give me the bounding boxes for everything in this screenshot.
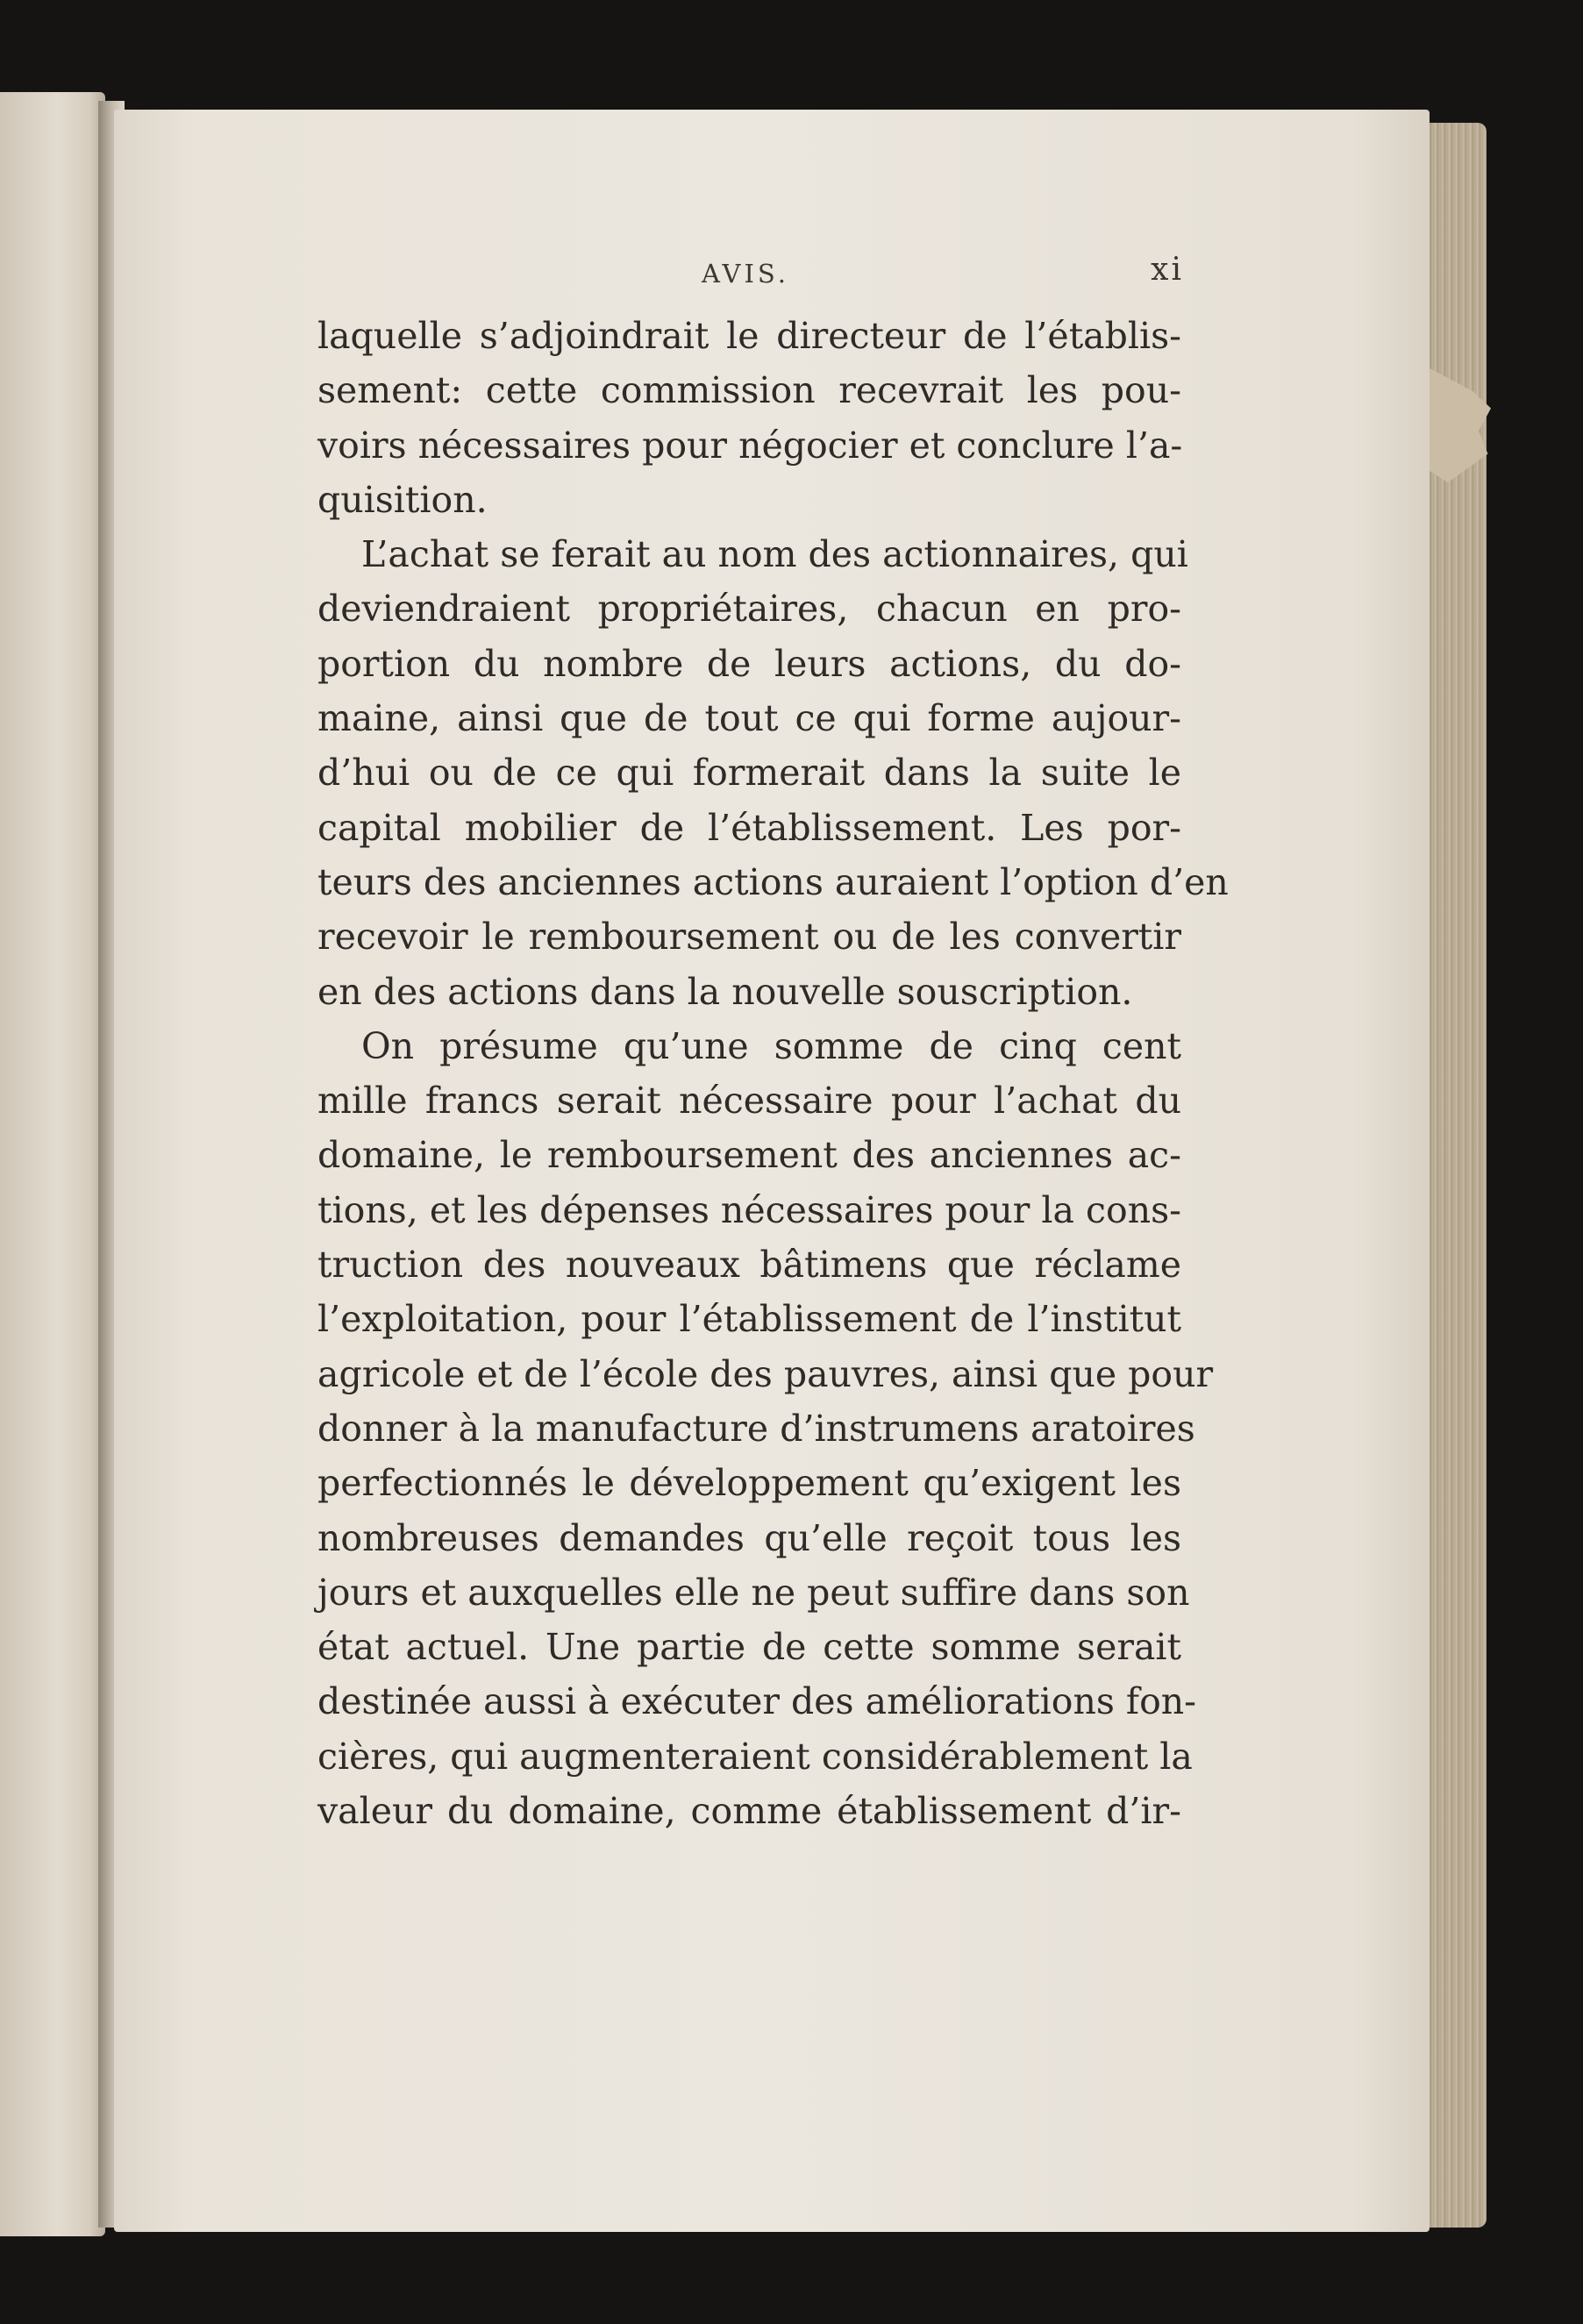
text-line: recevoir le remboursement ou de les convertir [317,916,1181,959]
text-line: jours et auxquelles elle ne peut suffire dans son [317,1571,1190,1614]
text-line: capital mobilier de l’établissement. Les por- [317,806,1181,849]
text-line: voirs nécessaires pour négocier et conclure l’a- [317,424,1183,467]
text-line: état actuel. Une partie de cette somme serait [317,1626,1181,1669]
text-line: valeur du domaine, comme établissement d’ir- [317,1790,1181,1833]
text-line: perfectionnés le développement qu’exigent les [317,1462,1181,1505]
text-line: d’hui ou de ce qui formerait dans la suite le [317,752,1181,795]
torn-page-edge [1430,368,1491,482]
text-line: domaine, le remboursement des anciennes ac- [317,1134,1181,1177]
text-line: mille francs serait nécessaire pour l’achat du [317,1080,1181,1123]
text-line: tions, et les dépenses nécessaires pour la cons- [317,1188,1181,1231]
text-line: maine, ainsi que de tout ce qui forme aujour- [317,697,1181,740]
text-line: cières, qui augmenteraient considérablement la [317,1735,1193,1778]
text-line: teurs des anciennes actions auraient l’option d’en [317,860,1229,903]
body-text [317,309,1229,1838]
text-line: l’exploitation, pour l’établissement de l’institut [317,1298,1181,1341]
text-line: laquelle s’adjoindrait le directeur de l’établis- [317,315,1181,357]
text-line: truction des nouveaux bâtimens que réclame [317,1244,1181,1287]
text-line: portion du nombre de leurs actions, du do- [317,642,1181,685]
running-title: AVIS. [702,259,789,289]
previous-page-edge [0,92,105,2236]
text-line: nombreuses demandes qu’elle reçoit tous les [317,1516,1181,1559]
text-line: deviendraient propriétaires, chacun en pro- [317,588,1181,631]
page-number: xi [1151,252,1184,288]
text-line: en des actions dans la nouvelle souscription. [317,970,1133,1013]
text-line: L’achat se ferait au nom des actionnaires, qui [361,533,1188,576]
text-line: donner à la manufacture d’instrumens aratoires [317,1407,1195,1450]
running-head [202,250,1184,294]
text-line: quisition. [317,478,488,521]
text-line: destinée aussi à exécuter des améliorations fon- [317,1680,1197,1723]
text-line: On présume qu’une somme de cinq cent [361,1024,1181,1067]
text-line: sement: cette commission recevrait les pou- [317,369,1181,412]
text-line: agricole et de l’école des pauvres, ainsi que pour [317,1352,1214,1395]
